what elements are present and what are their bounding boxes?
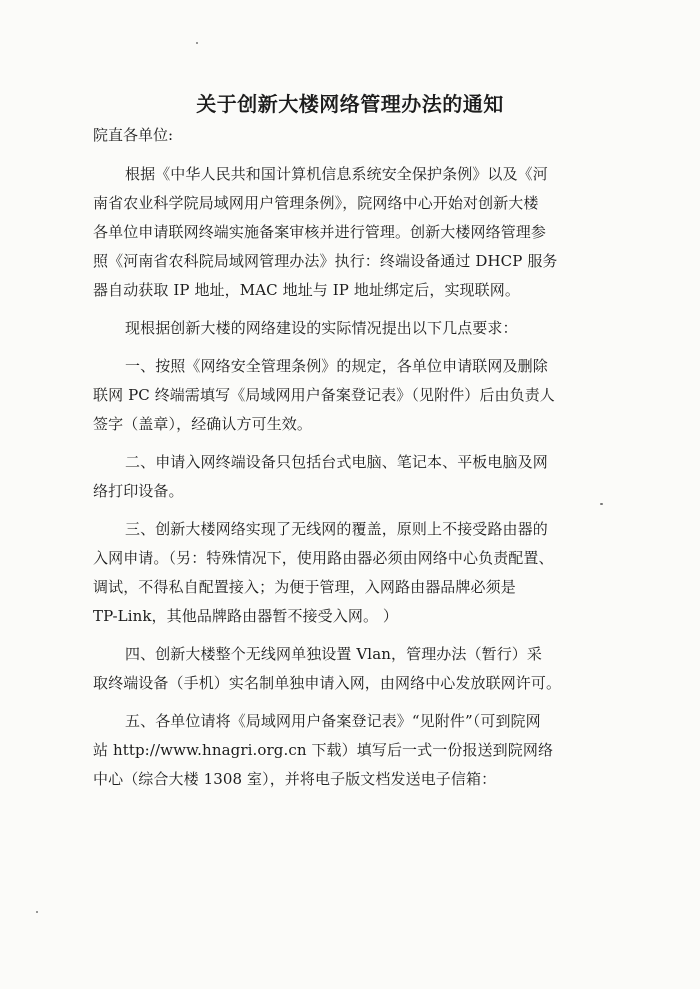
scan-speck [196, 42, 198, 44]
paragraph-line: 器自动获取 IP 地址，MAC 地址与 IP 地址绑定后，实现联网。 [93, 281, 520, 299]
salutation: 院直各单位: [93, 126, 174, 144]
paragraph-line: 根据《中华人民共和国计算机信息系统安全保护条例》以及《河 [125, 165, 548, 183]
paragraph-line: 三、创新大楼网络实现了无线网的覆盖，原则上不接受路由器的 [125, 520, 548, 538]
paragraph-line: 站 http://www.hnagri.org.cn 下载）填写后一式一份报送到院网络 [93, 741, 554, 759]
paragraph-line: 入网申请。（另：特殊情况下，使用路由器必须由网络中心负责配置、 [93, 549, 554, 567]
paragraph-line: 各单位申请联网终端实施备案审核并进行管理。创新大楼网络管理参 [93, 223, 547, 241]
paragraph [93, 160, 588, 305]
paragraph-line: 一、按照《网络安全管理条例》的规定，各单位申请联网及删除 [125, 357, 548, 375]
paragraph-line: 南省农业科学院局域网用户管理条例》，院网络中心开始对创新大楼 [93, 194, 539, 212]
document-title: 关于创新大楼网络管理办法的通知 [196, 92, 504, 116]
paragraph [93, 707, 588, 794]
paragraph [93, 314, 588, 343]
paragraph-line: 二、申请入网终端设备只包括台式电脑、笔记本、平板电脑及网 [125, 453, 548, 471]
paragraph-line: 照《河南省农科院局域网管理办法》执行：终端设备通过 DHCP 服务 [93, 252, 558, 270]
scan-speck [600, 503, 603, 505]
paragraph [93, 515, 588, 631]
document-body [93, 160, 588, 803]
paragraph-line: 签字（盖章），经确认方可生效。 [93, 415, 313, 433]
paragraph-line: 四、创新大楼整个无线网单独设置 Vlan，管理办法（暂行）采 [125, 645, 543, 663]
paragraph [93, 448, 588, 506]
paragraph-line: 五、各单位请将《局域网用户备案登记表》“见附件”（可到院网 [125, 712, 541, 730]
paragraph-line: 中心（综合大楼 1308 室），并将电子版文档发送电子信箱： [93, 770, 497, 788]
paragraph-line: 调试，不得私自配置接入；为便于管理，入网路由器品牌必须是 [93, 578, 516, 596]
paragraph-line: 络打印设备。 [93, 482, 184, 500]
paragraph [93, 640, 588, 698]
paragraph-line: 现根据创新大楼的网络建设的实际情况提出以下几点要求： [125, 319, 518, 337]
paragraph-line: 取终端设备（手机）实名制单独申请入网，由网络中心发放联网许可。 [93, 674, 562, 692]
paragraph-line: TP-Link，其他品牌路由器暂不接受入网。 ） [93, 607, 399, 625]
paragraph-line: 联网 PC 终端需填写《局域网用户备案登记表》（见附件）后由负责人 [93, 386, 555, 404]
scan-speck [36, 911, 38, 913]
paragraph [93, 352, 588, 439]
